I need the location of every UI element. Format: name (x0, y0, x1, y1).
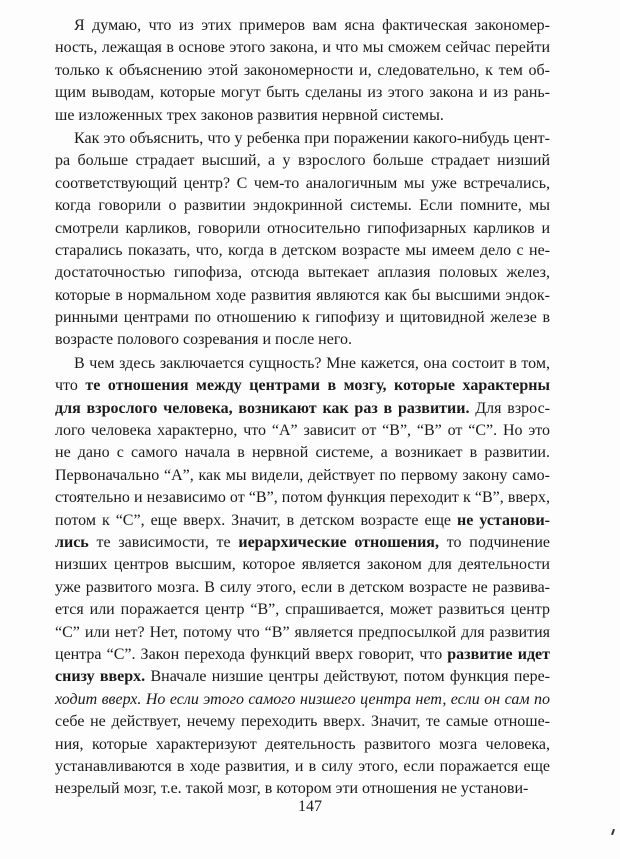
text-run: щим выводам, которые могут быть сделаны из этого закона и из рань- (55, 84, 550, 102)
text-line (55, 398, 550, 420)
text-line (55, 128, 550, 150)
text-run: те зависимости, те (88, 533, 239, 551)
text-line (55, 15, 550, 37)
bold-text: развитие идет (447, 645, 550, 663)
text-line (55, 734, 550, 756)
bold-text: лись (55, 533, 89, 551)
text-line (55, 307, 550, 329)
text-line (55, 195, 550, 217)
text-run: не дано с самого начала в нервной системе, а возникает в развитии. (55, 444, 550, 462)
text-line (55, 554, 550, 576)
text-run: Для взрос- (469, 399, 550, 417)
text-run: то подчинение (438, 533, 550, 551)
text-line (55, 173, 550, 195)
text-line (55, 622, 550, 644)
bold-text: иерархические отношения, (238, 533, 439, 551)
text-run: ния, которые характеризуют деятельность развитого мозга человека, (55, 735, 550, 753)
text-line (55, 218, 550, 240)
text-line (55, 689, 550, 711)
text-line (55, 60, 550, 82)
text-run: центра “C”. Закон перехода функций вверх говорит, что (55, 645, 448, 663)
text-line (55, 420, 550, 442)
bold-text: не установи- (457, 511, 550, 529)
text-run: Я думаю, что из этих примеров вам ясна фактическая закономер- (74, 17, 550, 34)
text-line (55, 711, 550, 733)
text-line (55, 150, 550, 172)
text-line (55, 442, 550, 464)
text-run: возрасте полового созревания и после него. (55, 331, 352, 349)
paragraph (55, 15, 550, 127)
text-line (55, 240, 550, 262)
text-line (55, 510, 550, 532)
text-run: Как это объяснить, что у ребенка при поражении какого-нибудь цент- (74, 129, 550, 147)
text-run: стоятельно и независимо от “B”, потом функция переходит к “B”, вверх, (55, 489, 550, 507)
text-run: уже развитого мозга. В силу этого, если в детском возрасте не развива- (55, 578, 550, 596)
text-run: старались показать, что, когда в детском возрасте мы имеем дело с не- (55, 241, 550, 259)
text-line (55, 375, 550, 397)
text-line (55, 262, 550, 284)
text-run: ра больше страдает высший, а у взрослого больше страдает низший (55, 152, 550, 170)
text-run: себе не действует, нечему переходить вверх. Значит, те самые отноше- (55, 713, 550, 731)
text-run: “C” или нет? Нет, потому что “B” является предпосылкой для развития (55, 623, 550, 641)
italic-text: ходит вверх. Но если этого самого низшего центра нет, если он сам по (55, 690, 550, 708)
paragraph (55, 128, 550, 352)
text-line (55, 599, 550, 621)
text-run: устанавливаются в ходе развития, и в силу этого, если поражается еще (55, 757, 550, 775)
text-run: потом к “C”, еще вверх. Значит, в детском возрасте еще (55, 511, 458, 529)
text-run: ность, лежащая в основе этого закона, и что мы сможем сейчас перейти (55, 39, 550, 57)
text-run: только к объяснению этой закономерности и, следовательно, к тем об- (55, 61, 550, 79)
body-text (55, 15, 550, 801)
text-line (55, 465, 550, 487)
text-line (55, 285, 550, 307)
page-number: 147 (298, 798, 322, 815)
text-line (55, 37, 550, 59)
text-line (55, 644, 550, 666)
text-line (55, 105, 550, 127)
text-line (55, 532, 550, 554)
text-line (55, 666, 550, 688)
text-run: лого человека характерно, что “A” зависит от “B”, “B” от “C”. Но это (55, 422, 550, 440)
text-run: которые в нормальном ходе развития являются как бы высшими эндок- (55, 286, 550, 304)
text-run: Вначале низшие центры действуют, потом функция пере- (145, 668, 550, 686)
text-run: ринными центрами по отношению к гипофизу и щитовидной железе в (55, 309, 550, 327)
text-run: ется или поражается центр “B”, спрашивается, может развиться центр (55, 601, 550, 619)
text-run: ше изложенных трех законов развития нервной системы. (55, 106, 444, 124)
text-run: Первоначально “A”, как мы видели, действует по первому закону само- (55, 466, 550, 484)
bold-text: для взрослого человека, возникают как раз в развитии. (55, 399, 470, 417)
text-run: незрелый мозг, т.е. такой мозг, в котором эти отношения не установи- (55, 780, 529, 798)
text-run: когда говорили о развитии эндокринной системы. Если помните, мы (55, 197, 550, 215)
text-line (55, 329, 550, 351)
paragraph (55, 353, 550, 801)
scan-mark (611, 829, 615, 835)
text-line (55, 82, 550, 104)
bold-text: те отношения между центрами в мозгу, которые характерны (85, 377, 550, 395)
text-line (55, 487, 550, 509)
bold-text: снизу вверх. (55, 668, 146, 686)
text-run: достаточностью гипофиза, отсюда вытекает аплазия половых желез, (55, 264, 550, 282)
text-line (55, 577, 550, 599)
text-run: В чем здесь заключается сущность? Мне кажется, она состоит в том, (74, 354, 550, 372)
text-line (55, 353, 550, 375)
text-run: смотрели карликов, говорили относительно гипофизарных карликов и (55, 219, 550, 237)
text-run: соответствующий центр? С чем-то аналогичным мы уже встречались, (55, 174, 550, 192)
text-run: что (55, 377, 86, 395)
text-run: низших центров высшим, которое является законом для деятельности (55, 556, 550, 574)
text-line (55, 756, 550, 778)
